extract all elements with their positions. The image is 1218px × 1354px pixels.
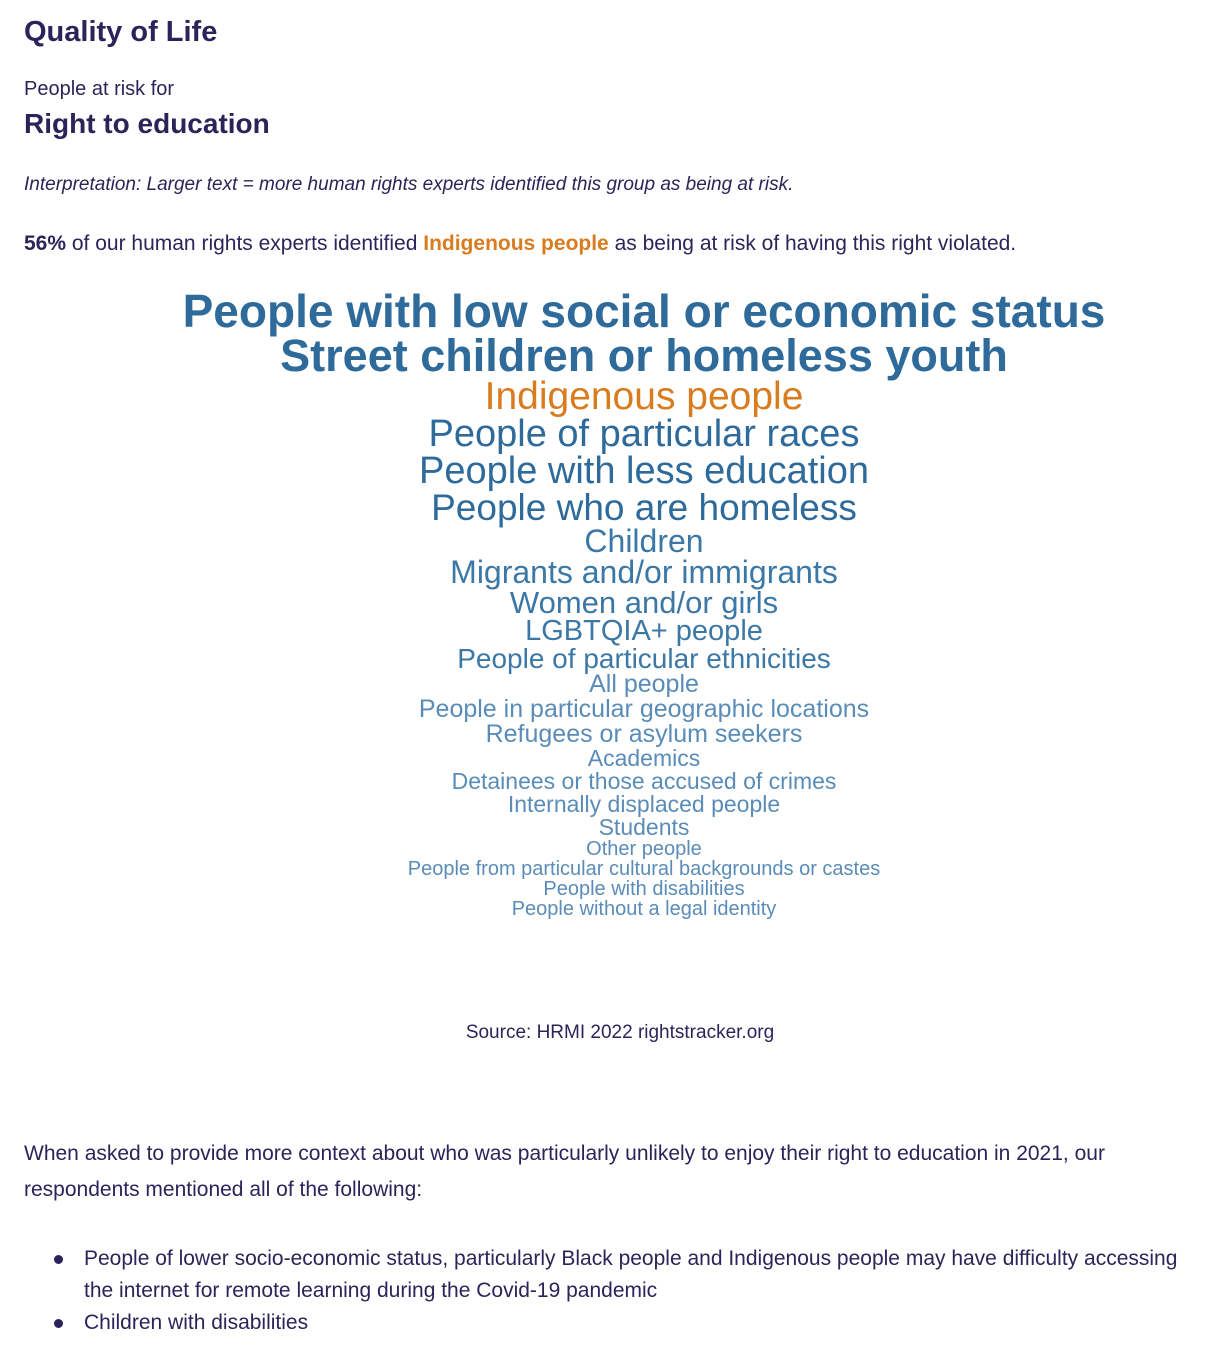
stat-percent: 56% xyxy=(24,232,67,255)
word-cloud-item: People with low social or economic status xyxy=(182,285,1106,337)
word-cloud-item: People without a legal identity xyxy=(511,898,777,920)
word-cloud-item: Indigenous people xyxy=(484,375,804,418)
word-cloud-item: Women and/or girls xyxy=(509,585,779,620)
list-item-text: People of lower socio-economic status, particularly Black people and Indigenous people may have difficulty accessing the internet for remote learning during the Covid-19 pandemic xyxy=(84,1247,1178,1302)
word-cloud-item: Internally displaced people xyxy=(507,791,781,817)
word-cloud-item: People with disabilities xyxy=(543,878,745,900)
word-cloud-item: Refugees or asylum seekers xyxy=(485,720,803,748)
word-cloud-item: People from particular cultural backgrounds or castes xyxy=(407,858,881,880)
word-cloud-item: Detainees or those accused of crimes xyxy=(451,768,837,794)
list-item-text: Children with disabilities xyxy=(84,1311,309,1334)
list-item xyxy=(24,1243,1204,1307)
word-cloud-item: Academics xyxy=(587,745,701,771)
word-cloud-item: People in particular geographic locations xyxy=(418,695,870,723)
section-title: Quality of Life xyxy=(24,16,218,48)
bullet-icon xyxy=(54,1255,63,1264)
stat-before: of our human rights experts identified xyxy=(66,232,424,255)
word-cloud-item: Migrants and/or immigrants xyxy=(450,554,838,590)
stat-after: as being at risk of having this right violated. xyxy=(608,232,1017,255)
context-list xyxy=(24,1243,1204,1339)
word-cloud-item: People of particular ethnicities xyxy=(457,643,831,674)
risk-label: People at risk for xyxy=(24,78,175,100)
source-note: Source: HRMI 2022 rightstracker.org xyxy=(465,1022,775,1043)
word-cloud-item: People with less education xyxy=(419,450,869,492)
word-cloud-item: People who are homeless xyxy=(431,487,857,528)
interpretation-note: Interpretation: Larger text = more human rights experts identified this group as being at risk. xyxy=(24,174,794,195)
context-paragraph: When asked to provide more context about who was particularly unlikely to enjoy their right to education in 2021, our respondents mentioned all of the following: xyxy=(24,1142,1105,1201)
bullet-icon xyxy=(54,1319,63,1328)
word-cloud-item: Street children or homeless youth xyxy=(280,330,1008,381)
list-item xyxy=(24,1307,1204,1339)
right-title: Right to education xyxy=(24,108,270,139)
word-cloud-item: Students xyxy=(598,814,690,840)
stat-sentence xyxy=(24,232,1016,256)
word-cloud-item: People of particular races xyxy=(428,413,860,455)
word-cloud-item: All people xyxy=(589,670,699,698)
word-cloud-item: LGBTQIA+ people xyxy=(525,615,763,647)
word-cloud-item: Other people xyxy=(586,838,702,860)
stat-group: Indigenous people xyxy=(423,232,609,255)
word-cloud-item: Children xyxy=(584,523,704,559)
